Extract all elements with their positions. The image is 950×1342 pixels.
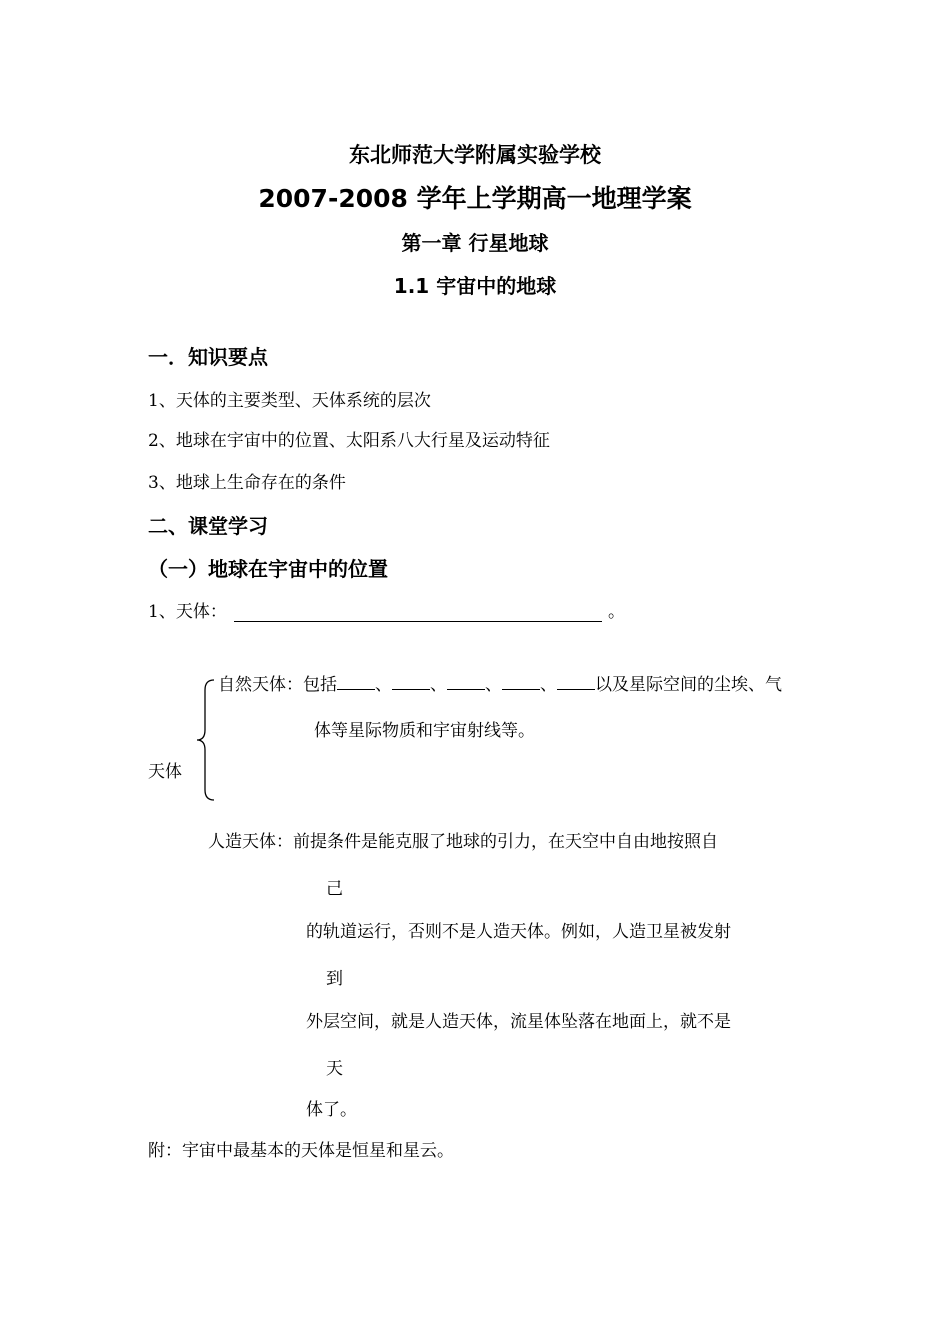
- school-name: 东北师范大学附属实验学校: [349, 143, 601, 167]
- celestial-body-label: 天体: [148, 762, 182, 782]
- artificial-line2b: 到: [326, 969, 343, 989]
- key-point-2: 2、地球在宇宙中的位置、太阳系八大行星及运动特征: [148, 431, 550, 451]
- natural-blank-3[interactable]: [447, 688, 485, 690]
- natural-blank-4[interactable]: [502, 688, 540, 690]
- artificial-line1: 人造天体：前提条件是能克服了地球的引力，在天空中自由地按照自: [208, 832, 718, 852]
- part1-heading: 一．知识要点: [148, 345, 268, 369]
- section-title: 1.1 宇宙中的地球: [393, 274, 557, 298]
- chapter-title: 第一章 行星地球: [401, 231, 549, 255]
- brace-icon: [194, 678, 216, 802]
- natural-label: 自然天体：包括: [218, 675, 337, 695]
- q1-label: 1、天体：: [148, 602, 227, 622]
- artificial-line2: 的轨道运行，否则不是人造天体。例如，人造卫星被发射: [306, 922, 731, 942]
- q1-end: 。: [608, 602, 625, 622]
- natural-blank-1[interactable]: [337, 688, 375, 690]
- artificial-line1b: 己: [326, 879, 343, 899]
- natural-tail: 以及星际空间的尘埃、气: [595, 675, 782, 695]
- separator: 、: [485, 675, 502, 695]
- separator: 、: [540, 675, 557, 695]
- natural-blank-5[interactable]: [557, 688, 595, 690]
- part2-heading: 二、课堂学习: [148, 514, 268, 538]
- q1-answer-blank[interactable]: [234, 621, 602, 622]
- natural-blank-2[interactable]: [392, 688, 430, 690]
- artificial-line4: 体了。: [306, 1100, 357, 1120]
- natural-bodies-line1: [218, 677, 782, 694]
- artificial-line3: 外层空间，就是人造天体，流星体坠落在地面上，就不是: [306, 1012, 731, 1032]
- separator: 、: [430, 675, 447, 695]
- natural-bodies-line2: 体等星际物质和宇宙射线等。: [314, 721, 535, 741]
- note: 附：宇宙中最基本的天体是恒星和星云。: [148, 1141, 454, 1161]
- artificial-line3b: 天: [326, 1059, 343, 1079]
- key-point-3: 3、地球上生命存在的条件: [148, 473, 346, 493]
- key-point-1: 1、天体的主要类型、天体系统的层次: [148, 391, 431, 411]
- course-title: 2007-2008 学年上学期高一地理学案: [258, 184, 692, 213]
- part2-subheading: （一）地球在宇宙中的位置: [148, 557, 388, 581]
- separator: 、: [375, 675, 392, 695]
